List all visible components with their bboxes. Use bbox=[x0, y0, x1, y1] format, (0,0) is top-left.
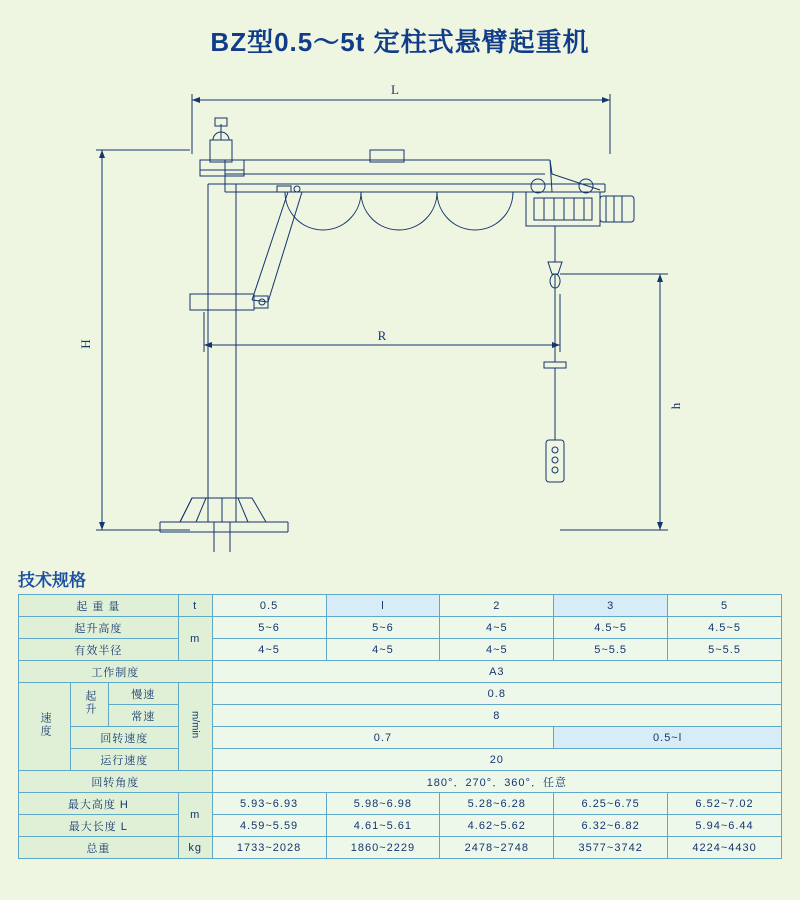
crane-diagram bbox=[40, 62, 760, 552]
dimension-label-h: h bbox=[668, 402, 683, 410]
dimension-label-R: R bbox=[377, 328, 387, 343]
row-label: 起升高度 bbox=[19, 617, 179, 639]
row-label: 慢速 bbox=[108, 683, 178, 705]
cell-value: 5.28~6.28 bbox=[440, 793, 554, 815]
row-unit: m bbox=[178, 793, 212, 837]
table-row bbox=[19, 595, 782, 617]
cell-value: 4~5 bbox=[326, 639, 440, 661]
cell-value: 5 bbox=[668, 595, 782, 617]
cell-value: 20 bbox=[212, 749, 781, 771]
table-row bbox=[19, 617, 782, 639]
cell-value: 5.98~6.98 bbox=[326, 793, 440, 815]
cell-value: 180°．270°．360°．任意 bbox=[212, 771, 781, 793]
cell-value: 5~6 bbox=[212, 617, 326, 639]
cell-value: 4.62~5.62 bbox=[440, 815, 554, 837]
cell-value: 5~5.5 bbox=[668, 639, 782, 661]
cell-value: 8 bbox=[212, 705, 781, 727]
specification-table bbox=[18, 594, 782, 859]
row-label: 回转角度 bbox=[19, 771, 213, 793]
row-label: 工作制度 bbox=[19, 661, 213, 683]
cell-value: 5.93~6.93 bbox=[212, 793, 326, 815]
row-label: 起 重 量 bbox=[19, 595, 179, 617]
page-title: BZ型0.5～5t 定柱式悬臂起重机 bbox=[210, 27, 590, 57]
cell-value: 0.8 bbox=[212, 683, 781, 705]
table-row bbox=[19, 771, 782, 793]
cell-value: 6.52~7.02 bbox=[668, 793, 782, 815]
row-label: 回转速度 bbox=[70, 727, 178, 749]
cell-value: 1860~2229 bbox=[326, 837, 440, 859]
group-label-speed: 速度 bbox=[19, 683, 71, 771]
cell-value: 4~5 bbox=[440, 617, 554, 639]
row-label: 常速 bbox=[108, 705, 178, 727]
cell-value: l bbox=[326, 595, 440, 617]
row-label: 运行速度 bbox=[70, 749, 178, 771]
cell-value: 5~5.5 bbox=[554, 639, 668, 661]
row-unit: m/min bbox=[178, 683, 212, 771]
cell-value: 0.5~l bbox=[554, 727, 782, 749]
row-unit: kg bbox=[178, 837, 212, 859]
cell-value: 0.5 bbox=[212, 595, 326, 617]
cell-value: 2 bbox=[440, 595, 554, 617]
table-row bbox=[19, 661, 782, 683]
row-unit: m bbox=[178, 617, 212, 661]
table-row bbox=[19, 793, 782, 815]
spec-section-title: 技术规格 bbox=[18, 571, 86, 590]
cell-value: 6.32~6.82 bbox=[554, 815, 668, 837]
row-label: 最大长度 L bbox=[19, 815, 179, 837]
group-label-lift: 起升 bbox=[70, 683, 108, 727]
cell-value: 3577~3742 bbox=[554, 837, 668, 859]
table-row bbox=[19, 705, 782, 727]
dimension-label-L: L bbox=[391, 82, 399, 97]
cell-value: 4.5~5 bbox=[668, 617, 782, 639]
table-row bbox=[19, 815, 782, 837]
cell-value: 4~5 bbox=[212, 639, 326, 661]
cell-value: 4~5 bbox=[440, 639, 554, 661]
table-row bbox=[19, 749, 782, 771]
table-row bbox=[19, 727, 782, 749]
cell-value: 5~6 bbox=[326, 617, 440, 639]
cell-value: A3 bbox=[212, 661, 781, 683]
table-row bbox=[19, 683, 782, 705]
cell-value: 4224~4430 bbox=[668, 837, 782, 859]
cell-value: 4.61~5.61 bbox=[326, 815, 440, 837]
cell-value: 4.5~5 bbox=[554, 617, 668, 639]
cell-value: 4.59~5.59 bbox=[212, 815, 326, 837]
cell-value: 1733~2028 bbox=[212, 837, 326, 859]
row-unit: t bbox=[178, 595, 212, 617]
cell-value: 0.7 bbox=[212, 727, 554, 749]
table-row bbox=[19, 639, 782, 661]
table-row bbox=[19, 837, 782, 859]
cell-value: 6.25~6.75 bbox=[554, 793, 668, 815]
row-label: 最大高度 H bbox=[19, 793, 179, 815]
cell-value: 2478~2748 bbox=[440, 837, 554, 859]
cell-value: 3 bbox=[554, 595, 668, 617]
row-label: 有效半径 bbox=[19, 639, 179, 661]
cell-value: 5.94~6.44 bbox=[668, 815, 782, 837]
dimension-label-H: H bbox=[78, 339, 93, 349]
row-label: 总重 bbox=[19, 837, 179, 859]
